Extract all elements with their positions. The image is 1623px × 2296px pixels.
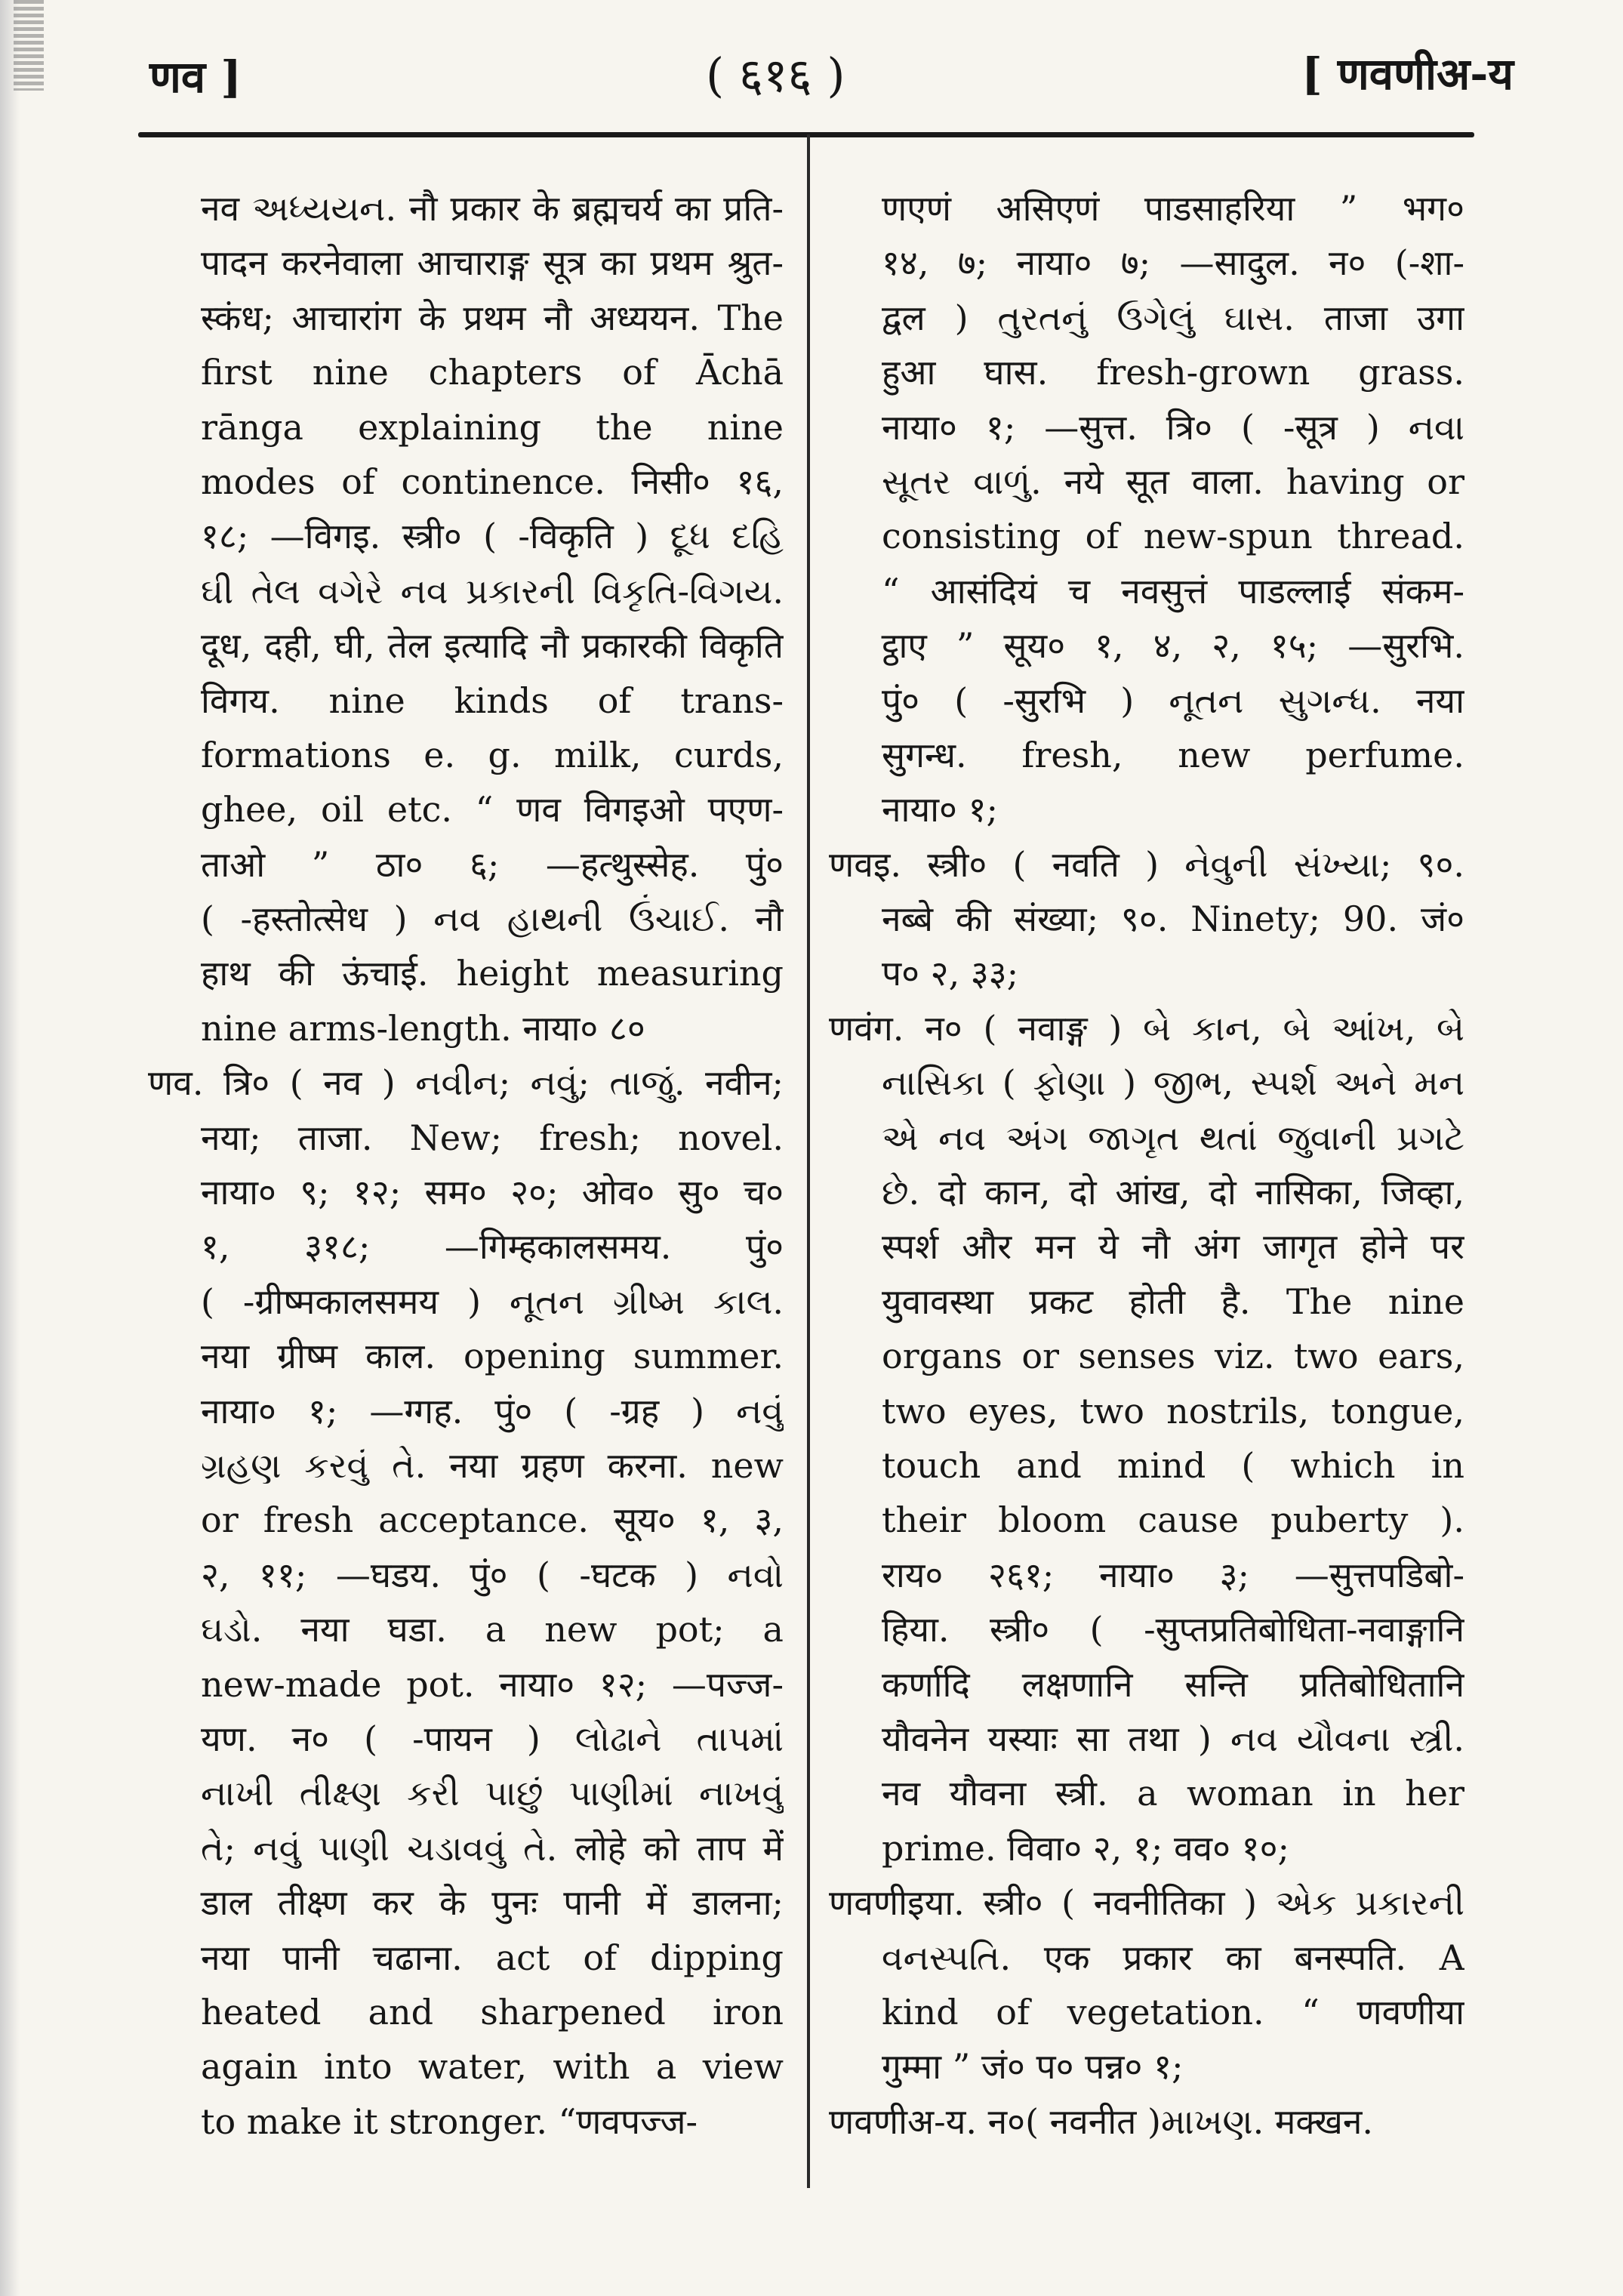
left-column <box>148 181 784 2149</box>
right-column-line: નાસિકા ( ફોણા ) જીભ, સ્પર્શ અને મન <box>882 1062 1464 1104</box>
left-column-line: heated and sharpened iron <box>201 1991 784 2032</box>
left-column-line: તે; નવું પાણી ચડાવવું તે. लोहे को ताप में <box>201 1827 784 1869</box>
left-column-line: modes of continence. निसी० १६, <box>201 461 784 502</box>
left-column-line: नव અધ્યયન. नौ प्रकार के ब्रह्मचर्य का प्रति- <box>201 188 784 229</box>
left-column-line: formations e. g. milk, curds, <box>201 734 784 775</box>
right-column-line: नाया० १; —सुत्त. त्रि० ( -सूत्र ) નવા <box>882 406 1464 448</box>
header-rule <box>138 132 1474 137</box>
left-column-line: or fresh acceptance. सूय० १, ३, <box>201 1499 784 1541</box>
left-column-line: नया पानी चढाना. act of dipping <box>201 1937 784 1978</box>
right-column-line: यौवनेन यस्याः सा तथा ) નવ યૌવના સ્ત્રી. <box>882 1718 1464 1759</box>
left-column-line: २, ११; —घडय. पुं० ( -घटक ) નવો <box>201 1554 784 1595</box>
left-column-line: विगय. nine kinds of trans- <box>201 680 784 721</box>
right-column-line: हुआ घास. fresh-grown grass. <box>882 352 1464 393</box>
left-column-line: new-made pot. नाया० १२; —पज्ज- <box>201 1663 784 1705</box>
left-column-line: णव. त्रि० ( नव ) નવીન; નવું; તાજું. नवीन; <box>148 1062 784 1104</box>
left-column-line: दूध, दही, घी, तेल इत्यादि नौ प्रकारकी विकृति <box>201 625 784 667</box>
right-column-line: सुगन्ध. fresh, new perfume. <box>882 734 1464 775</box>
left-column-line: पादन करनेवाला आचाराङ्ग सूत्र का प्रथम श्रुत- <box>201 242 784 284</box>
right-column-line: स्पर्श और मन ये नौ अंग जागृत होने पर <box>882 1226 1464 1268</box>
right-column-line: organs or senses viz. two ears, <box>882 1336 1464 1377</box>
left-column-line: to make it stronger. “णवपज्ज- <box>201 2100 698 2142</box>
right-column-line: prime. विवा० २, १; वव० १०; <box>882 1827 1289 1869</box>
right-column-line: consisting of new-spun thread. <box>882 516 1464 557</box>
right-column-line: kind of vegetation. “ णवणीया <box>882 1991 1464 2032</box>
right-column-line: णवंग. न० ( नवाङ्ग ) બે કાન, બે આંખ, બે <box>829 1007 1464 1049</box>
right-column-line: ट्ठाए ” सूय० १, ४, २, १५; —सुरभि. <box>882 625 1464 667</box>
left-column-line: नाया० १; —ग्गह. पुं० ( -ग्रह ) નવું <box>201 1390 784 1432</box>
left-column-line: डाल तीक्ष्ण कर के पुनः पानी में डालना; <box>201 1882 784 1924</box>
left-column-line: यण. न० ( -पायन ) લોઢાને તાપમાં <box>201 1718 784 1759</box>
right-column-line: १४, ७; नाया० ७; —सादुल. न० (-शा- <box>882 242 1464 284</box>
right-column-line: द्वल ) તુરતનું ઉગેલું ઘાસ. ताजा उगा <box>882 297 1464 338</box>
right-column-line: पुं० ( -सुरभि ) નૂતન સુગન્ધ. नया <box>882 680 1464 721</box>
right-column-line: नब्बे की संख्या; ९०. Ninety; 90. जं० <box>882 898 1464 940</box>
right-column-line: नव यौवना स्त्री. a woman in her <box>882 1773 1464 1814</box>
left-column-line: rānga explaining the nine <box>201 406 784 448</box>
right-column-line: णवणीइया. स्त्री० ( नवनीतिका ) એક પ્રકારની <box>829 1882 1464 1924</box>
left-column-line: १, ३१८; —गिम्हकालसमय. पुं० <box>201 1226 784 1268</box>
right-column-line: प० २, ३३; <box>882 953 1019 994</box>
right-column-line: णवणीअ-य. न०( नवनीत )માખણ. मक्खन. <box>829 2100 1373 2142</box>
right-column-line: touch and mind ( which in <box>882 1444 1464 1486</box>
left-column-line: नया; ताजा. New; fresh; novel. <box>201 1117 784 1158</box>
header-left-guideword: णव ] <box>149 51 242 103</box>
right-column-line: એ નવ અંગ જાગૃત થતાં જુવાની પ્રગટે <box>882 1117 1464 1158</box>
right-column-line: णवइ. स्त्री० ( नवति ) નેવુની સંખ્યા; ९०. <box>829 843 1464 885</box>
page-number: ( ६१६ ) <box>706 48 845 103</box>
right-column <box>829 181 1464 2149</box>
left-column-line: ताओ ” ठा० ६; —हत्थुस्सेह. पुं० <box>201 843 784 885</box>
left-column-line: ગ્રહણ કરવું તે. नया ग्रहण करना. new <box>201 1444 784 1486</box>
left-column-line: first nine chapters of Āchā <box>201 352 784 393</box>
left-column-line: नया ग्रीष्म काल. opening summer. <box>201 1336 784 1377</box>
right-column-line: સૂતર વાળું. नये सूत वाला. having or <box>882 461 1464 502</box>
left-column-line: नाया० ९; १२; सम० २०; ओव० सु० च० <box>201 1172 784 1213</box>
left-column-line: ( -हस्तोत्सेध ) નવ હાથની ઉંચાઈ. नौ <box>201 898 784 940</box>
right-column-line: their bloom cause puberty ). <box>882 1499 1464 1541</box>
right-column-line: છે. दो कान, दो आंख, दो नासिका, जिव्हा, <box>882 1172 1464 1213</box>
left-column-line: स्कंध; आचारांग के प्रथम नौ अध्ययन. The <box>201 297 784 338</box>
left-column-line: ghee, oil etc. “ णव विगइओ पएण- <box>201 789 784 831</box>
left-column-line: १८; —विगइ. स्त्री० ( -विकृति ) દૂધ દહિ <box>201 516 784 557</box>
right-column-line: कर्णादि लक्षणानि सन्ति प्रतिबोधितानि <box>882 1663 1464 1705</box>
right-column-line: “ आसंदियं च नवसुत्तं पाडल्लाई संकम- <box>882 570 1464 612</box>
left-column-line: ઘી તેલ વગેરે નવ પ્રકારની વિકૃતિ-વિગય. <box>201 570 784 612</box>
right-column-line: णएणं असिएणं पाडसाहरिया ” भग० <box>882 188 1464 229</box>
left-column-line: નાખી તીક્ષ્ણ કરી પાછું પાણીમાં નાખવું <box>201 1773 784 1814</box>
right-column-line: हिया. स्त्री० ( -सुप्तप्रतिबोधिता-नवाङ्गानि <box>882 1609 1464 1650</box>
right-column-line: गुम्मा ” जं० प० पन्न० १; <box>882 2046 1184 2088</box>
column-divider <box>807 134 810 2188</box>
left-column-line: again into water, with a view <box>201 2046 784 2088</box>
left-column-line: हाथ की ऊंचाई. height measuring <box>201 953 784 994</box>
right-column-line: युवावस्था प्रकट होती है. The nine <box>882 1281 1464 1322</box>
right-column-line: two eyes, two nostrils, tongue, <box>882 1390 1464 1432</box>
left-column-line: nine arms-length. नाया० ८० <box>201 1007 645 1049</box>
page-edge-shadow <box>0 0 20 2296</box>
right-column-line: વનસ્પતિ. एक प्रकार का बनस्पति. A <box>882 1937 1464 1978</box>
left-column-line: ઘડો. नया घडा. a new pot; a <box>201 1609 784 1650</box>
left-column-line: ( -ग्रीष्मकालसमय ) નૂતન ગ્રીષ્મ કાલ. <box>201 1281 784 1322</box>
header-right-guideword: [ णवणीअ-य <box>1301 48 1514 100</box>
right-column-line: नाया० १; <box>882 789 998 831</box>
right-column-line: राय० २६१; नाया० ३; —सुत्तपडिबो- <box>882 1554 1464 1595</box>
page-header <box>0 38 1623 113</box>
